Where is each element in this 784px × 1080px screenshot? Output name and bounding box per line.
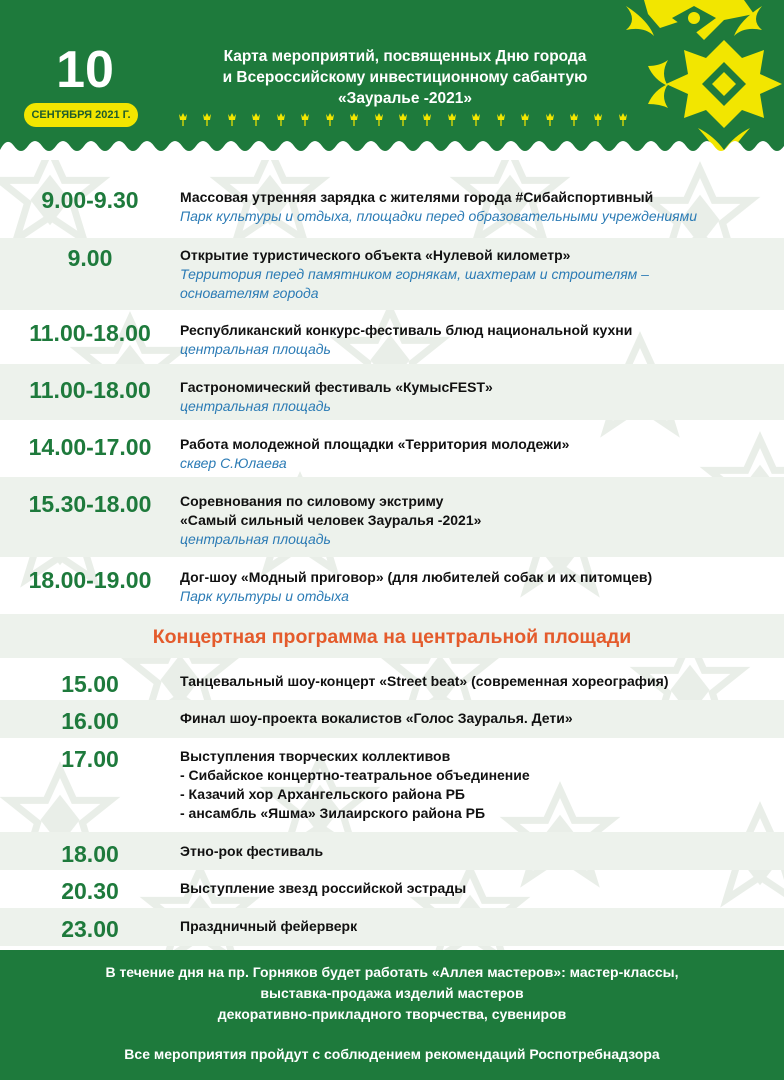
- footer-note: Все мероприятия пройдут с соблюдением рекомендаций Роспотребнадзора: [124, 1046, 660, 1062]
- event-place: Территория перед памятником горнякам, шахтерам и строителям –: [180, 266, 649, 282]
- concert-title: Этно-рок фестиваль: [180, 843, 324, 859]
- concert-title: Праздничный фейерверк: [180, 918, 358, 934]
- tulip-icon: [447, 112, 457, 126]
- concert-subitem: - ансамбль «Яшма» Зилаирского района РБ: [180, 805, 486, 821]
- title-line: Карта мероприятий, посвященных Дню города: [223, 48, 587, 65]
- tulip-icon: [178, 112, 188, 126]
- concert-subitem: - Сибайское концертно-театральное объединение: [180, 767, 530, 783]
- concert-title: Финал шоу-проекта вокалистов «Голос Зауралья. Дети»: [180, 710, 573, 726]
- tulip-icon: [300, 112, 310, 126]
- concert-time: 15.00: [61, 671, 119, 697]
- event-time: 18.00-19.00: [28, 567, 152, 593]
- event-title: Соревнования по силовому экстриму: [180, 493, 444, 509]
- event-title-continued: «Самый сильный человек Зауралья -2021»: [180, 512, 482, 528]
- tulip-icon: [496, 112, 506, 126]
- day-number: 10: [56, 41, 114, 99]
- footer-line: декоративно-прикладного творчества, сувениров: [217, 1006, 567, 1022]
- tulip-icon: [569, 112, 579, 126]
- event-time: 9.00: [67, 245, 113, 271]
- page-title: [185, 46, 625, 109]
- tulip-icon: [545, 112, 555, 126]
- event-title: Работа молодежной площадки «Территория молодежи»: [180, 436, 570, 452]
- header: [0, 0, 784, 160]
- event-place: сквер С.Юлаева: [180, 455, 287, 471]
- event-place: центральная площадь: [180, 531, 331, 547]
- event-place: центральная площадь: [180, 341, 331, 357]
- tulip-icon: [593, 112, 603, 126]
- title-line: и Всероссийскому инвестиционному сабантую: [222, 69, 588, 86]
- footer: [0, 950, 784, 1080]
- tulip-icon: [349, 112, 359, 126]
- event-place: центральная площадь: [180, 398, 331, 414]
- event-title: Республиканский конкурс-фестиваль блюд национальной кухни: [180, 322, 633, 338]
- concert-heading: Концертная программа на центральной площади: [152, 626, 632, 648]
- concert-time: 18.00: [61, 841, 119, 867]
- concert-time: 17.00: [61, 746, 119, 772]
- event-title: Гастрономический фестиваль «КумысFEST»: [180, 379, 493, 395]
- event-title: Открытие туристического объекта «Нулевой километр»: [180, 247, 571, 263]
- event-place: основателям города: [180, 285, 319, 301]
- tulip-icon: [202, 112, 212, 126]
- event-title: Массовая утренняя зарядка с жителями города #Сибайспортивный: [180, 189, 654, 205]
- tulip-icon: [325, 112, 335, 126]
- concert-time: 20.30: [61, 878, 119, 904]
- tulip-icon: [520, 112, 530, 126]
- concert-title: Выступление звезд российской эстрады: [180, 880, 467, 896]
- footer-line: В течение дня на пр. Горняков будет работать «Аллея мастеров»: мастер-классы,: [105, 964, 679, 980]
- event-time: 11.00-18.00: [29, 377, 151, 403]
- event-time: 9.00-9.30: [41, 187, 139, 213]
- month-year-badge: СЕНТЯБРЯ 2021 Г.: [24, 103, 138, 127]
- event-title: Дог-шоу «Модный приговор» (для любителей собак и их питомцев): [180, 569, 653, 585]
- event-time: 14.00-17.00: [28, 434, 152, 460]
- tulip-icon: [227, 112, 237, 126]
- tulip-icon: [471, 112, 481, 126]
- concert-title: Танцевальный шоу-концерт «Street beat» (современная хореография): [180, 673, 669, 689]
- tulip-icon: [374, 112, 384, 126]
- tulip-ornament-row: [178, 112, 628, 128]
- event-time: 15.30-18.00: [28, 491, 152, 517]
- concert-time: 23.00: [61, 916, 119, 942]
- footer-line: выставка-продажа изделий мастеров: [260, 985, 524, 1001]
- title-line: «Зауралье -2021»: [337, 90, 473, 107]
- tulip-icon: [398, 112, 408, 126]
- concert-subitem: - Казачий хор Архангельского района РБ: [180, 786, 465, 802]
- event-place: Парк культуры и отдыха: [180, 588, 349, 604]
- event-place: Парк культуры и отдыха, площадки перед образовательными учреждениями: [180, 208, 698, 224]
- tulip-icon: [422, 112, 432, 126]
- footer-info: [0, 962, 784, 1025]
- tulip-icon: [251, 112, 261, 126]
- tulip-icon: [276, 112, 286, 126]
- event-time: 11.00-18.00: [29, 320, 151, 346]
- concert-time: 16.00: [61, 708, 119, 734]
- concert-title: Выступления творческих коллективов: [180, 748, 451, 764]
